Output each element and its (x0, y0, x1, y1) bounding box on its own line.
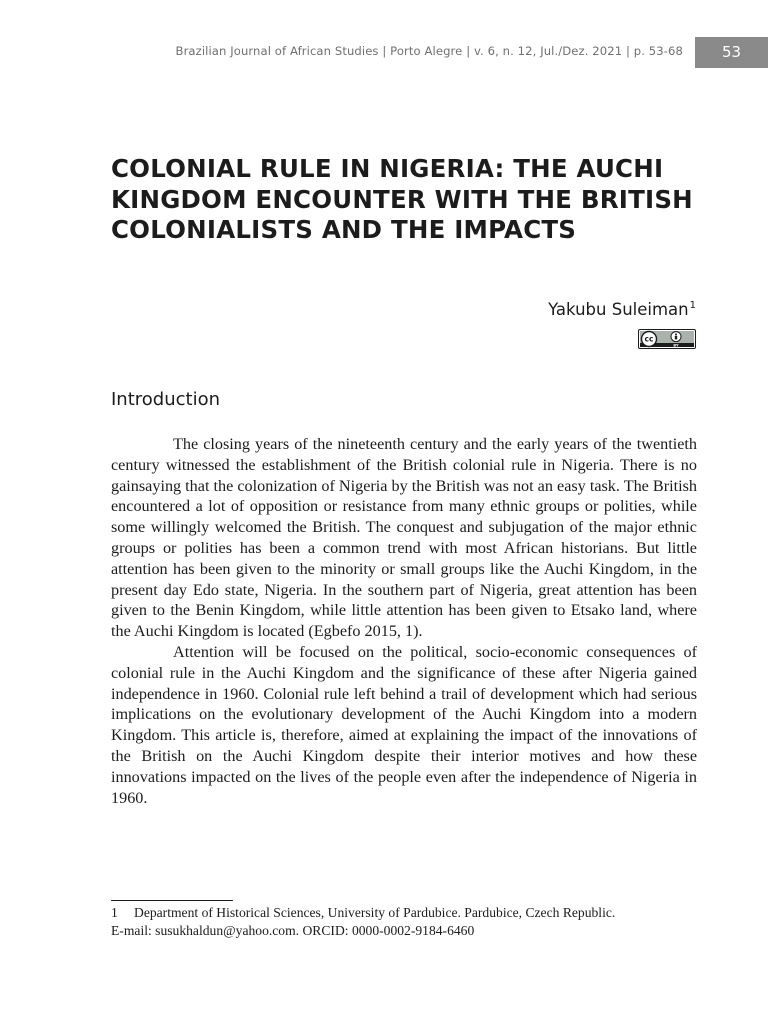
page-number-tab: 53 (695, 37, 768, 68)
author-name-text: Yakubu Suleiman (548, 300, 689, 319)
footnote-affiliation: Department of Historical Sciences, University of Pardubice. Pardubice, Czech Republic. (134, 905, 616, 920)
article-title (111, 154, 711, 246)
footnote-number: 1 (111, 905, 118, 920)
author-footnote-mark[interactable]: 1 (689, 300, 696, 311)
article-body (111, 434, 697, 808)
by-badge-label: BY (673, 343, 679, 348)
running-header: Brazilian Journal of African Studies | Porto Alegre | v. 6, n. 12, Jul./Dez. 2021 | p. 53-68 (175, 44, 683, 58)
creative-commons-by-icon[interactable] (638, 329, 696, 349)
body-paragraph: The closing years of the nineteenth century and the early years of the twentieth century witnessed the establishment of the British colonial rule in Nigeria. There is no gainsaying that the colonization of Nigeria by the British was not an easy task. The British encountered a lot of opposition or resistance from many ethnic groups or polities, while some willingly welcomed the British. The conquest and subjugation of the major ethnic groups or polities has been a common trend with most African historians. But little attention has been given to the minority or small groups like the Auchi Kingdom, in the present day Edo state, Nigeria. In the southern part of Nigeria, great attention has been given to the Benin Kingdom, while little attention has been given to Etsako land, where the Auchi Kingdom is located (Egbefo 2015, 1). (111, 435, 697, 641)
footnote-contact: E-mail: susukhaldun@yahoo.com. ORCID: 0000-0002-9184-6460 (111, 922, 475, 938)
article-title-line: COLONIALISTS AND THE IMPACTS (111, 215, 577, 244)
article-title-line: COLONIAL RULE IN NIGERIA: THE AUCHI (111, 154, 664, 183)
footnote (111, 904, 697, 939)
footnote-divider (111, 900, 233, 901)
article-title-line: KINGDOM ENCOUNTER WITH THE BRITISH (111, 184, 693, 214)
section-heading-introduction: Introduction (111, 389, 221, 410)
body-paragraph: Attention will be focused on the political, socio-economic consequences of colonial rule in the Auchi Kingdom and the significance of these after Nigeria gained independence in 1960. Colonial rule left behind a trail of development which had serious implications on the evolutionary development of the Auchi Kingdom into a modern Kingdom. This article is, therefore, aimed at explaining the impact of the innovations of the British on the Auchi Kingdom despite their interior motives and how these innovations impacted on the lives of the people even after the independence of Nigeria in 1960. (111, 642, 697, 807)
cc-badge-label: cc (644, 334, 654, 344)
author-name (548, 300, 696, 319)
